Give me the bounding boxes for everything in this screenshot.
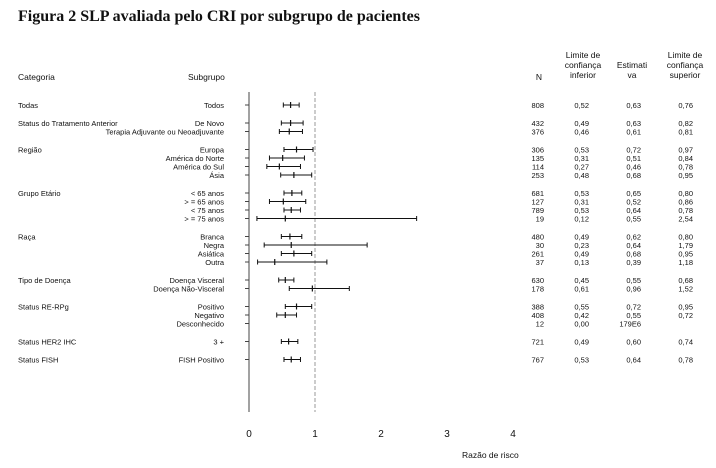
lower-ci-value: 0,23: [574, 241, 589, 250]
n-value: 432: [531, 119, 544, 128]
estimate-value: 0,65: [626, 189, 641, 198]
subgroup-label: Desconhecido: [176, 319, 224, 329]
n-value: 630: [531, 276, 544, 285]
figure-title: Figura 2 SLP avaliada pelo CRI por subgrupo de pacientes: [18, 8, 420, 25]
subgroup-label: > = 65 anos: [184, 197, 224, 207]
subgroup-label: Todos: [203, 101, 224, 110]
estimate-value: 0,68: [626, 171, 641, 180]
lower-ci-value: 0,55: [574, 302, 589, 312]
header-lower-line2: confiança: [564, 60, 602, 70]
estimate-value: 0,61: [626, 127, 641, 137]
subgroup-label: América do Norte: [165, 154, 224, 163]
header-estimate-line1: Estimati: [616, 60, 648, 70]
lower-ci-value: 0,42: [574, 311, 589, 320]
category-label: Raça: [18, 232, 36, 242]
n-value: 19: [535, 214, 544, 224]
estimate-value: 0,55: [626, 214, 641, 224]
upper-ci-value: 0,97: [678, 145, 693, 155]
x-axis-label: Razão de risco: [462, 450, 519, 460]
upper-ci-value: 0,74: [678, 337, 693, 347]
estimate-value: 0,62: [626, 232, 641, 242]
lower-ci-value: 0,12: [574, 214, 589, 224]
estimate-value: 0,55: [626, 311, 641, 320]
n-value: 808: [531, 101, 544, 110]
upper-ci-value: 0,82: [678, 119, 693, 128]
estimate-value: 0,51: [626, 154, 641, 163]
lower-ci-value: 0,46: [574, 127, 589, 137]
lower-ci-value: 0,49: [574, 232, 589, 242]
x-tick-label: 4: [510, 429, 516, 440]
lower-ci-value: 0,53: [574, 355, 589, 365]
upper-ci-value: 0,84: [678, 154, 693, 163]
category-label: Status do Tratamento Anterior: [18, 119, 118, 128]
subgroup-label: Doença Visceral: [169, 276, 224, 285]
upper-ci-value: 0,68: [678, 276, 693, 285]
subgroup-label: Terapia Adjuvante ou Neoadjuvante: [105, 127, 224, 137]
lower-ci-value: 0,48: [574, 171, 589, 180]
lower-ci-value: 0,49: [574, 249, 589, 259]
lower-ci-value: 0,31: [574, 197, 589, 207]
header-upper-line1: Limite de: [667, 50, 703, 60]
n-value: 135: [531, 154, 544, 163]
subgroup-label: Negra: [203, 241, 224, 250]
estimate-value: 0,68: [626, 249, 641, 259]
category-label: Status RE-RPg: [18, 302, 69, 312]
n-value: 408: [531, 311, 544, 320]
upper-ci-value: 0,78: [678, 162, 693, 172]
estimate-value: 0,60: [626, 337, 641, 347]
estimate-value: 0,72: [626, 145, 641, 155]
lower-ci-value: 0,52: [574, 101, 589, 110]
n-value: 376: [531, 127, 544, 137]
category-label: Status HER2 IHC: [18, 337, 77, 347]
estimate-value: 0,64: [626, 241, 641, 250]
category-label: Status FISH: [18, 355, 59, 365]
subgroup-label: Negativo: [194, 311, 224, 320]
estimate-value: 0,55: [626, 276, 641, 285]
n-value: 721: [531, 337, 544, 347]
upper-ci-value: 1,18: [678, 258, 693, 267]
subgroup-label: Europa: [199, 145, 224, 155]
estimate-value: 0,96: [626, 284, 641, 294]
subgroup-label: < 75 anos: [190, 206, 224, 215]
estimate-value: 0,39: [626, 258, 641, 267]
lower-ci-value: 0,61: [574, 284, 589, 294]
header-lower-line3: inferior: [570, 70, 596, 80]
upper-ci-value: 0,81: [678, 127, 693, 137]
n-value: 12: [535, 319, 544, 329]
estimate-value: 0,46: [626, 162, 641, 172]
n-value: 253: [531, 171, 544, 180]
estimate-value: 0,63: [626, 119, 641, 128]
upper-ci-value: 0,86: [678, 197, 693, 207]
estimate-value: 0,64: [626, 355, 641, 365]
header-upper-line2: confiança: [666, 60, 704, 70]
n-value: 178: [531, 284, 544, 294]
n-value: 388: [531, 302, 544, 312]
header-subgrupo: Subgrupo: [188, 72, 225, 82]
estimate-value: 0,64: [626, 206, 641, 215]
n-value: 767: [531, 355, 544, 365]
upper-ci-value: 2,54: [678, 214, 693, 224]
n-value: 114: [532, 162, 544, 172]
subgroup-label: Positivo: [197, 302, 224, 312]
category-label: Grupo Etário: [18, 189, 61, 198]
upper-ci-value: 0,78: [678, 355, 693, 365]
lower-ci-value: 0,53: [574, 189, 589, 198]
upper-ci-value: 1,52: [678, 284, 693, 294]
n-value: 681: [531, 189, 544, 198]
lower-ci-value: 0,45: [574, 276, 589, 285]
estimate-value: 179E6: [619, 319, 641, 329]
n-value: 127: [531, 197, 544, 207]
category-label: Tipo de Doença: [18, 276, 71, 285]
header-estimate-line2: va: [627, 70, 637, 80]
x-tick-label: 2: [378, 429, 384, 440]
upper-ci-value: 0,95: [678, 302, 693, 312]
x-tick-label: 3: [444, 429, 450, 440]
n-value: 261: [531, 249, 544, 259]
upper-ci-value: 0,95: [678, 249, 693, 259]
estimate-value: 0,72: [626, 302, 641, 312]
subgroup-label: Ásia: [209, 171, 224, 180]
n-value: 480: [531, 232, 544, 242]
lower-ci-value: 0,53: [574, 206, 589, 215]
x-tick-label: 0: [246, 429, 252, 440]
lower-ci-value: 0,31: [574, 154, 589, 163]
subgroup-label: FISH Positivo: [178, 355, 224, 365]
n-value: 306: [531, 145, 544, 155]
lower-ci-value: 0,27: [574, 162, 589, 172]
subgroup-label: Branca: [200, 232, 224, 242]
upper-ci-value: 0,80: [678, 189, 693, 198]
n-value: 789: [531, 206, 544, 215]
subgroup-label: Doença Não-Visceral: [153, 284, 224, 294]
upper-ci-value: 1,79: [678, 241, 693, 250]
category-label: Todas: [18, 101, 39, 110]
upper-ci-value: 0,95: [678, 171, 693, 180]
lower-ci-value: 0,53: [574, 145, 589, 155]
header-categoria: Categoria: [18, 72, 55, 82]
upper-ci-value: 0,78: [678, 206, 693, 215]
n-value: 37: [535, 258, 544, 267]
x-tick-label: 1: [312, 429, 318, 440]
header-n: N: [535, 72, 543, 82]
subgroup-label: De Novo: [194, 119, 224, 128]
category-label: Região: [18, 145, 42, 155]
upper-ci-value: 0,72: [678, 311, 693, 320]
subgroup-label: Outra: [205, 258, 224, 267]
header-lower-line1: Limite de: [565, 50, 601, 60]
subgroup-label: > = 75 anos: [184, 214, 224, 224]
lower-ci-value: 0,49: [574, 119, 589, 128]
lower-ci-value: 0,13: [574, 258, 589, 267]
estimate-value: 0,63: [626, 101, 641, 110]
subgroup-label: 3 +: [213, 337, 224, 347]
estimate-value: 0,52: [626, 197, 641, 207]
n-value: 30: [535, 241, 544, 250]
subgroup-label: Asiática: [197, 249, 224, 259]
lower-ci-value: 0,00: [574, 319, 589, 329]
upper-ci-value: 0,76: [678, 101, 693, 110]
upper-ci-value: 0,80: [678, 232, 693, 242]
lower-ci-value: 0,49: [574, 337, 589, 347]
header-upper-line3: superior: [669, 70, 701, 80]
subgroup-label: América do Sul: [173, 162, 224, 172]
subgroup-label: < 65 anos: [190, 189, 224, 198]
